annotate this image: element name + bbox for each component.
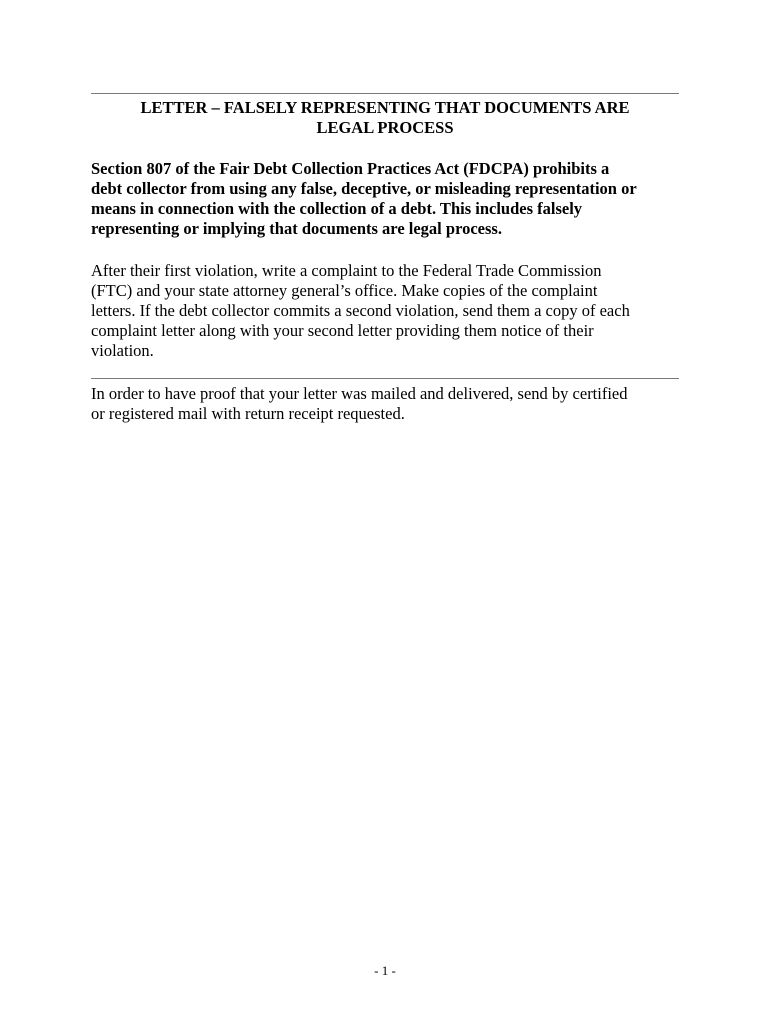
document-title <box>91 98 679 138</box>
intro-line: Section 807 of the Fair Debt Collection Practices Act (FDCPA) prohibits a <box>91 159 610 178</box>
intro-line: means in connection with the collection of a debt. This includes falsely <box>91 199 583 218</box>
instructions-line: complaint letter along with your second letter providing them notice of their <box>91 321 594 340</box>
intro-line: debt collector from using any false, deceptive, or misleading representation or <box>91 179 637 198</box>
instructions-line: violation. <box>91 341 154 360</box>
section-divider <box>91 378 679 379</box>
intro-line: representing or implying that documents are legal process. <box>91 219 502 238</box>
instructions-line: (FTC) and your state attorney general’s office. Make copies of the complaint <box>91 281 598 300</box>
intro-paragraph <box>91 159 691 239</box>
instructions-line: letters. If the debt collector commits a second violation, send them a copy of each <box>91 301 630 320</box>
mailing-line: In order to have proof that your letter was mailed and delivered, send by certified <box>91 384 628 403</box>
mailing-line: or registered mail with return receipt requested. <box>91 404 405 423</box>
title-line: LETTER – FALSELY REPRESENTING THAT DOCUMENTS ARE <box>140 98 630 117</box>
instructions-paragraph <box>91 261 691 361</box>
instructions-line: After their first violation, write a complaint to the Federal Trade Commission <box>91 261 602 280</box>
title-line: LEGAL PROCESS <box>316 118 454 137</box>
mailing-paragraph <box>91 384 691 424</box>
page-number: - 1 - <box>374 963 396 978</box>
top-divider <box>91 93 679 94</box>
